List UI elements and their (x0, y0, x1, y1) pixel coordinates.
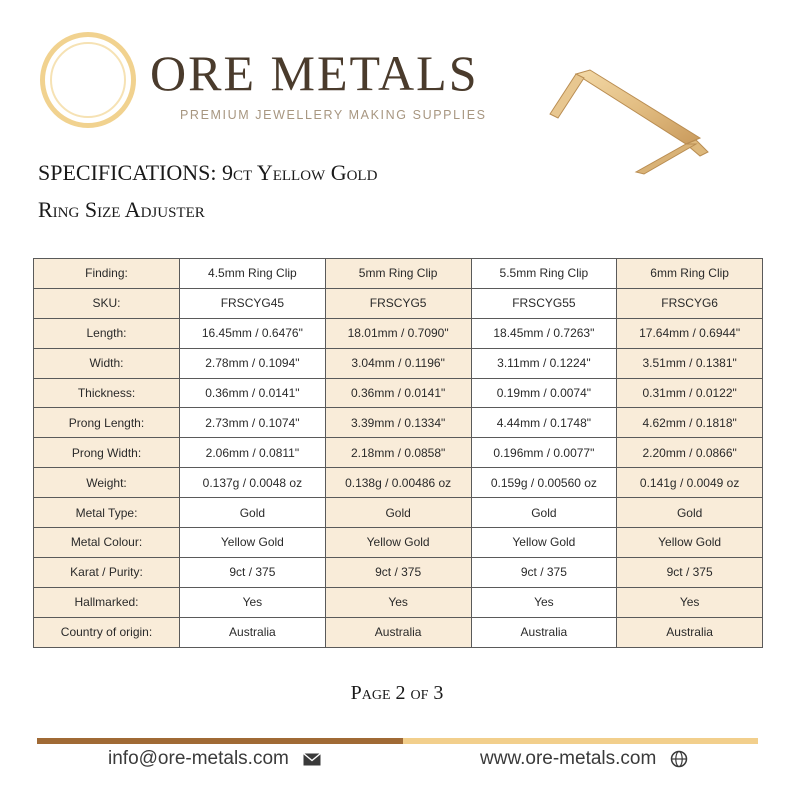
ring-size-adjuster-image (540, 66, 720, 182)
table-cell: 4.5mm Ring Clip (180, 259, 326, 289)
table-cell: Yes (617, 587, 763, 617)
spec-subtitle: Ring Size Adjuster (38, 197, 205, 222)
spec-title-lead: SPECIFICATIONS: (38, 160, 217, 185)
table-cell: 5.5mm Ring Clip (471, 259, 617, 289)
table-cell: FRSCYG55 (471, 288, 617, 318)
footer-bar-gold (403, 738, 758, 744)
footer-website-text: www.ore-metals.com (480, 748, 657, 769)
table-cell: FRSCYG6 (617, 288, 763, 318)
table-cell: Yellow Gold (471, 528, 617, 558)
globe-icon (670, 750, 688, 768)
table-cell: 0.19mm / 0.0074" (471, 378, 617, 408)
table-cell: Australia (325, 617, 471, 647)
table-cell: 4.62mm / 0.1818" (617, 408, 763, 438)
table-cell: Gold (180, 498, 326, 528)
table-cell: Gold (325, 498, 471, 528)
table-cell: Yes (180, 587, 326, 617)
table-cell: FRSCYG5 (325, 288, 471, 318)
specifications-table-body (34, 259, 763, 648)
table-cell: Gold (471, 498, 617, 528)
table-row (34, 408, 763, 438)
row-label: Country of origin: (34, 617, 180, 647)
table-cell: 0.36mm / 0.0141" (180, 378, 326, 408)
row-label: Hallmarked: (34, 587, 180, 617)
table-cell: 2.18mm / 0.0858" (325, 438, 471, 468)
table-cell: 2.06mm / 0.0811" (180, 438, 326, 468)
row-label: Prong Width: (34, 438, 180, 468)
table-cell: 2.78mm / 0.1094" (180, 348, 326, 378)
footer-email[interactable] (108, 748, 321, 770)
table-cell: Yes (325, 587, 471, 617)
row-label: Karat / Purity: (34, 557, 180, 587)
table-row (34, 378, 763, 408)
table-row (34, 288, 763, 318)
table-cell: 9ct / 375 (617, 557, 763, 587)
table-cell: FRSCYG45 (180, 288, 326, 318)
table-cell: 3.51mm / 0.1381" (617, 348, 763, 378)
table-cell: 4.44mm / 0.1748" (471, 408, 617, 438)
row-label: Length: (34, 318, 180, 348)
brand-logo-ring (40, 32, 136, 128)
table-cell: 5mm Ring Clip (325, 259, 471, 289)
table-cell: 9ct / 375 (471, 557, 617, 587)
table-cell: 3.11mm / 0.1224" (471, 348, 617, 378)
table-cell: 0.196mm / 0.0077" (471, 438, 617, 468)
table-row (34, 498, 763, 528)
footer-website[interactable] (480, 748, 688, 770)
table-cell: 9ct / 375 (180, 557, 326, 587)
row-label: SKU: (34, 288, 180, 318)
table-cell: 16.45mm / 0.6476" (180, 318, 326, 348)
table-cell: Yellow Gold (180, 528, 326, 558)
row-label: Weight: (34, 468, 180, 498)
table-cell: Yes (471, 587, 617, 617)
row-label: Finding: (34, 259, 180, 289)
table-cell: 18.45mm / 0.7263" (471, 318, 617, 348)
row-label: Thickness: (34, 378, 180, 408)
table-cell: Yellow Gold (617, 528, 763, 558)
spec-title (38, 160, 377, 186)
row-label: Metal Type: (34, 498, 180, 528)
table-cell: Gold (617, 498, 763, 528)
brand-tagline: PREMIUM JEWELLERY MAKING SUPPLIES (180, 108, 487, 122)
table-row (34, 348, 763, 378)
table-cell: 0.36mm / 0.0141" (325, 378, 471, 408)
table-cell: Australia (617, 617, 763, 647)
row-label: Prong Length: (34, 408, 180, 438)
table-cell: 9ct / 375 (325, 557, 471, 587)
table-cell: 0.159g / 0.00560 oz (471, 468, 617, 498)
table-cell: 0.138g / 0.00486 oz (325, 468, 471, 498)
table-row (34, 468, 763, 498)
table-cell: 6mm Ring Clip (617, 259, 763, 289)
table-cell: Yellow Gold (325, 528, 471, 558)
table-row (34, 617, 763, 647)
table-row (34, 259, 763, 289)
table-cell: 2.20mm / 0.0866" (617, 438, 763, 468)
table-row (34, 587, 763, 617)
envelope-icon (303, 753, 321, 766)
table-cell: Australia (471, 617, 617, 647)
specifications-table (33, 258, 763, 648)
table-cell: 0.141g / 0.0049 oz (617, 468, 763, 498)
table-cell: 3.39mm / 0.1334" (325, 408, 471, 438)
table-cell: 18.01mm / 0.7090" (325, 318, 471, 348)
row-label: Metal Colour: (34, 528, 180, 558)
table-cell: 3.04mm / 0.1196" (325, 348, 471, 378)
table-row (34, 318, 763, 348)
table-cell: 0.137g / 0.0048 oz (180, 468, 326, 498)
table-row (34, 557, 763, 587)
table-row (34, 528, 763, 558)
row-label: Width: (34, 348, 180, 378)
footer-bar-brown (37, 738, 403, 744)
brand-name: ORE METALS (150, 45, 479, 101)
table-row (34, 438, 763, 468)
table-cell: 17.64mm / 0.6944" (617, 318, 763, 348)
footer-email-text: info@ore-metals.com (108, 748, 289, 769)
table-cell: 2.73mm / 0.1074" (180, 408, 326, 438)
table-cell: 0.31mm / 0.0122" (617, 378, 763, 408)
table-cell: Australia (180, 617, 326, 647)
page-number: Page 2 of 3 (350, 682, 444, 704)
spec-title-rest: 9ct Yellow Gold (221, 160, 378, 185)
